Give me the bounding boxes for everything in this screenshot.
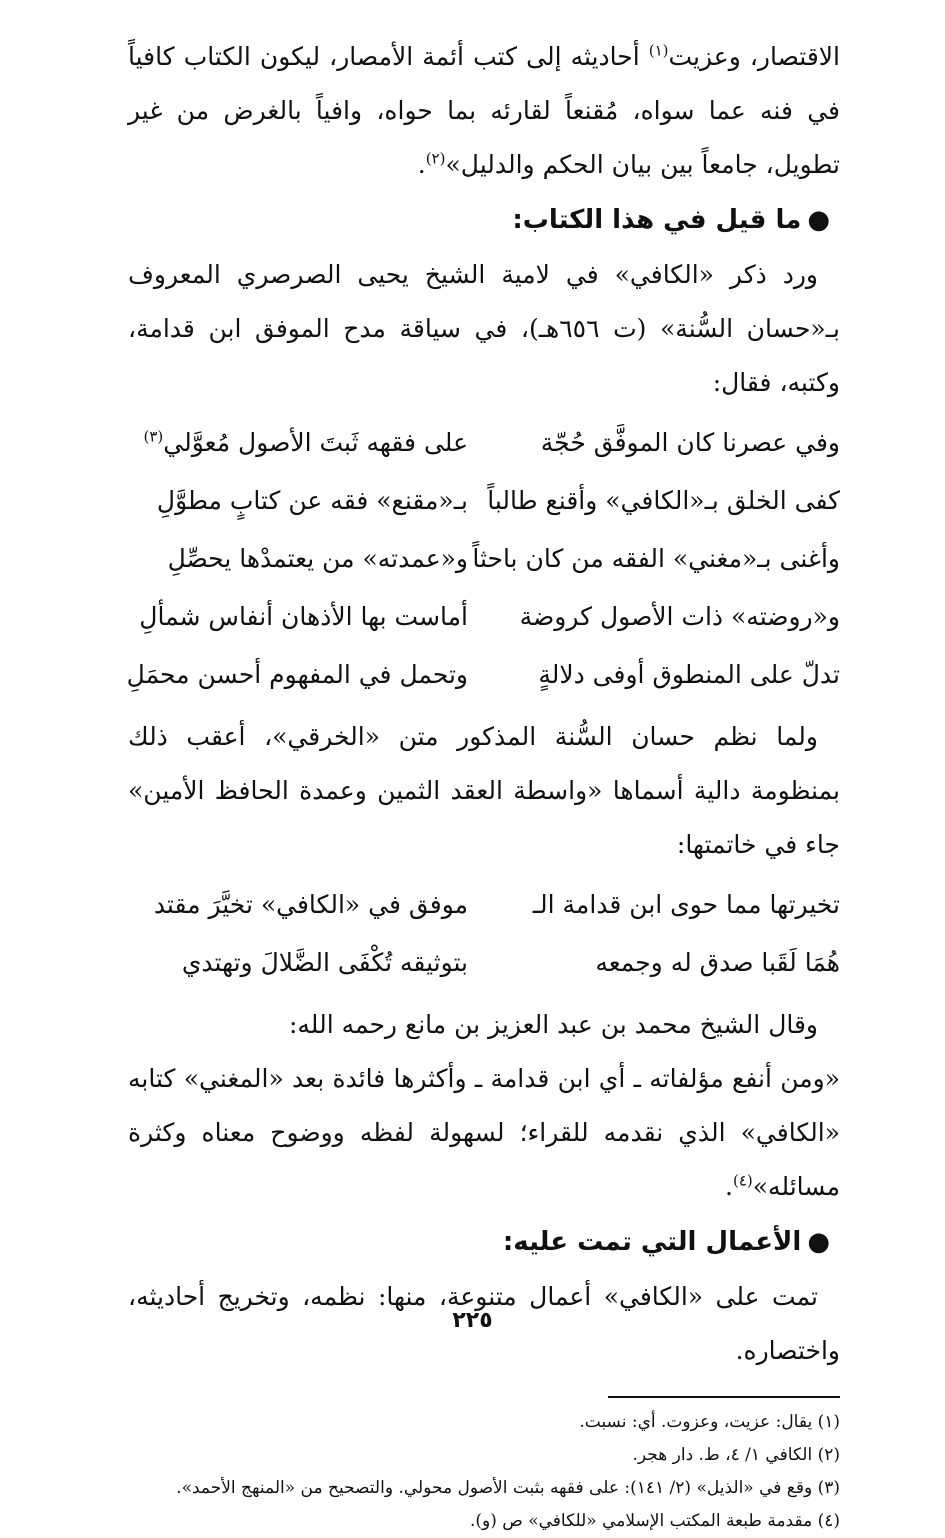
paragraph-works: تمت على «الكافي» أعمال متنوعة، منها: نظمه، وتخريج أحاديثه، واختصاره. [128,1282,840,1365]
section-heading-works [128,1214,830,1270]
poem-verse [128,414,840,472]
quote-end: . [725,1172,733,1201]
verse-second-hemistich: بـ«مقنع» فقه عن كتابٍ مطوَّلِ [156,486,468,515]
bullet-icon: ● [807,205,830,235]
verse-second-hemistich [128,414,468,472]
poem-verse [128,646,840,704]
intro-end: . [417,150,426,179]
verse-first-hemistich: هُمَا لَقَبا صدق له وجمعه [595,948,840,977]
paragraph-sarsari: ورد ذكر «الكافي» في لامية الشيخ يحيى الصرصري المعروف بـ«حسان السُّنة» (ت ٦٥٦هـ)، في سياقة مدح الموفق ابن قدامة، وكتبه، فقال: [128,260,840,397]
verse-first-hemistich: تدلّ على المنطوق أوفى دلالةٍ [538,660,840,689]
verse-second-hemistich: موفق في «الكافي» تخيَّرَ مقتد [153,890,468,919]
verse-first-hemistich: و«روضته» ذات الأصول كروضة [519,602,840,631]
quote-paragraph [128,1052,840,1214]
intro-paragraph [128,30,840,192]
footnote-item: (١) يقال: عزيت، وعزوت. أي: نسبت. [579,1412,840,1432]
poem-verse [128,876,840,934]
footnotes [128,1406,840,1538]
quote-text: «ومن أنفع مؤلفاته ـ أي ابن قدامة ـ وأكثرها فائدة بعد «المغني» كتابه «الكافي» الذي نقدمه للقراء؛ لسهولة لفظه ووضوح معناه وكثرة مسائله» [128,1064,840,1201]
verse-first-hemistich: وأغنى بـ«مغني» الفقه من كان باحثاً [472,544,840,573]
footnote-item: (٢) الكافي ١/ ٤، ط. دار هجر. [632,1445,840,1465]
footnote-ref-1[interactable]: (١) [648,41,669,60]
heading-text: الأعمال التي تمت عليه: [502,1227,802,1257]
footnote-ref-4[interactable]: (٤) [732,1171,753,1190]
footnote-item: (٣) وقع في «الذيل» (٢/ ١٤١): على فقهه بثبت الأصول محولي. والتصحيح من «المنهج الأحمد». [176,1478,840,1498]
hemistich-text: على فقهه ثَبتَ الأصول مُعوَّلي [163,428,468,457]
poem-lamiyya [128,414,840,704]
poem-verse [128,472,840,530]
footnote-ref-3[interactable]: (٣) [143,427,164,446]
verse-first-hemistich: وفي عصرنا كان الموفَّق حُجّة [540,428,840,457]
footnote-ref-2[interactable]: (٢) [425,149,446,168]
verse-second-hemistich: و«عمدته» من يعتمدْها يحصِّلِ [167,544,468,573]
footnote-divider [608,1396,840,1398]
poem-verse [128,588,840,646]
poem-verse [128,530,840,588]
verse-first-hemistich: تخيرتها مما حوى ابن قدامة الـ [532,890,840,919]
bullet-icon: ● [807,1227,830,1257]
verse-second-hemistich: وتحمل في المفهوم أحسن محمَلِ [126,660,468,689]
poem-verse [128,934,840,992]
verse-first-hemistich: كفى الخلق بـ«الكافي» وأقنع طالباً [487,486,840,515]
paragraph-ibn-mani: وقال الشيخ محمد بن عبد العزيز بن مانع رحمه الله: [288,1010,818,1039]
section-heading-sayings [128,192,830,248]
footnote-item: (٤) مقدمة طبعة المكتب الإسلامي «للكافي» ص (و). [470,1511,840,1531]
poem-daliyya [128,876,840,992]
page-number: ٢٢٥ [452,1308,493,1333]
verse-second-hemistich: بتوثيقه تُكْفَى الضَّلالَ وتهتدي [181,948,468,977]
intro-text-b: أحاديثه إلى كتب أئمة الأمصار، ليكون الكتاب كافياً في فنه عما سواه، مُقنعاً لقارئه بما حواه، وافياً بالغرض من غير تطويل، جامعاً بين بيان الحكم والدليل» [128,42,840,179]
heading-text: ما قيل في هذا الكتاب: [512,205,802,235]
paragraph-khiraqi: ولما نظم حسان السُّنة المذكور متن «الخرقي»، أعقب ذلك بمنظومة دالية أسماها «واسطة العقد الثمين وعمدة الحافظ الأمين» جاء في خاتمتها: [128,722,840,859]
intro-text-a: الاقتصار، وعزيت [668,42,840,71]
verse-second-hemistich: أماست بها الأذهان أنفاس شمألِ [139,602,468,631]
